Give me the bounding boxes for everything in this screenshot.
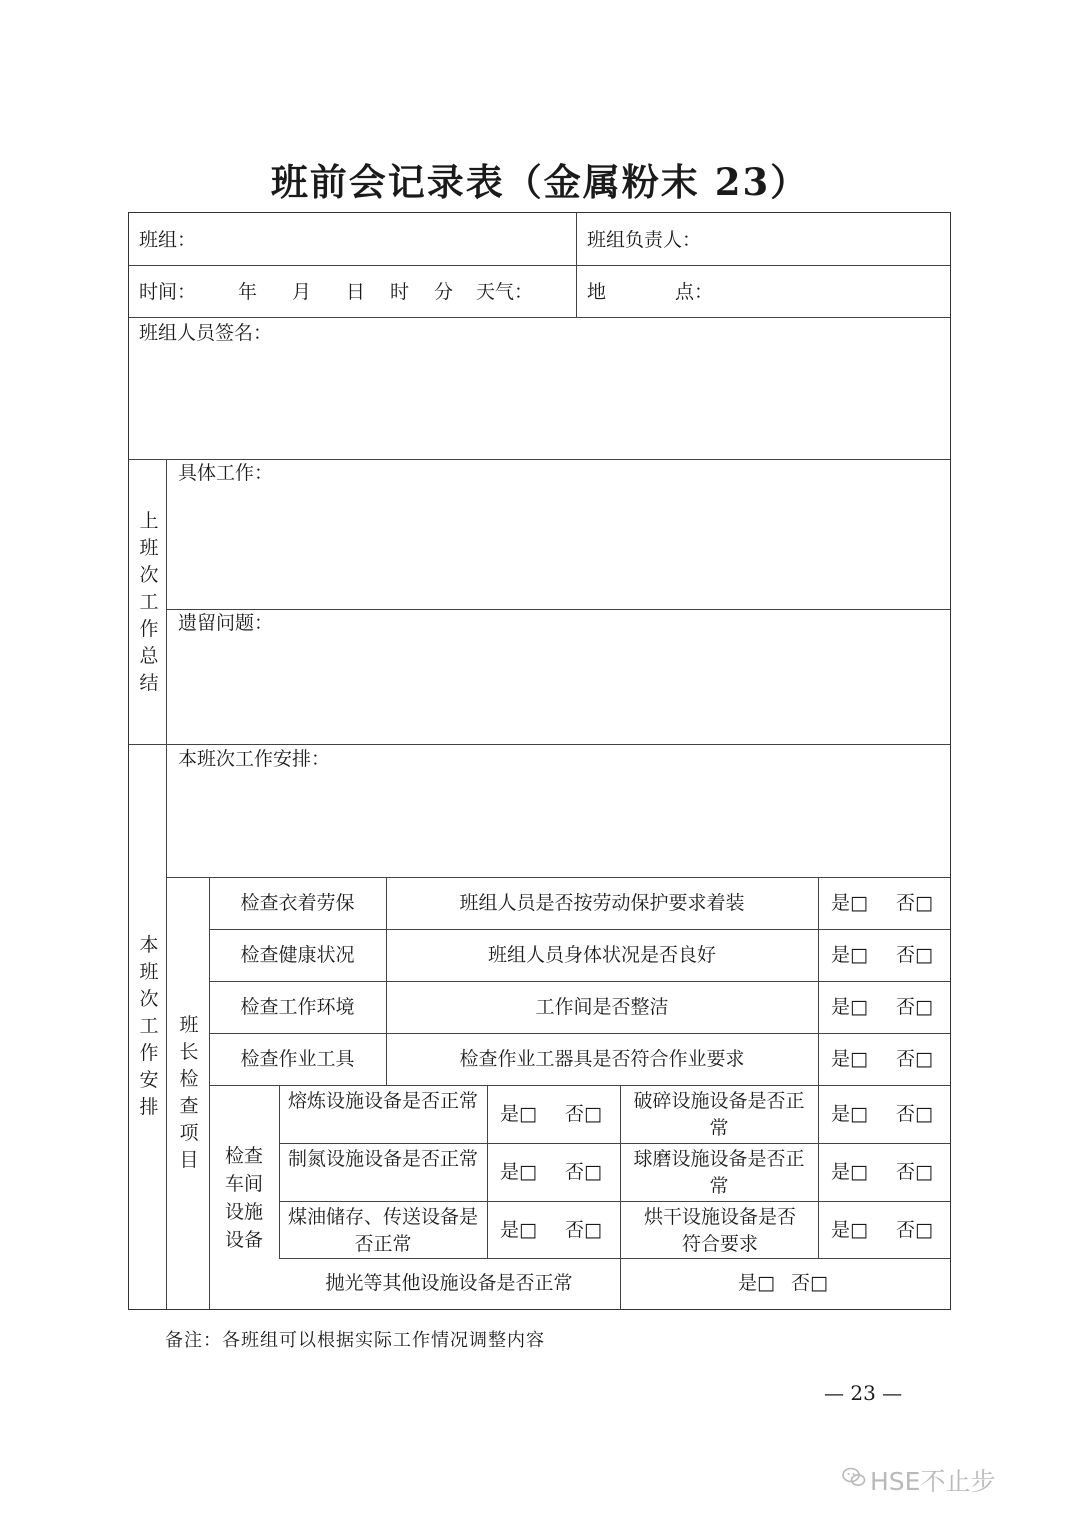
place-label: 地: [587, 281, 607, 303]
equipment-right-item: 破碎设施设备是否正常: [633, 1090, 805, 1139]
no-checkbox[interactable]: 否□: [896, 892, 933, 914]
check-desc: 检查作业工器具是否符合作业要求: [459, 1048, 745, 1070]
no-checkbox[interactable]: 否□: [896, 1103, 933, 1125]
check-section-label: 班长检查项目: [179, 1014, 199, 1171]
yes-checkbox[interactable]: 是□: [500, 1161, 537, 1183]
check-desc: 班组人员是否按劳动保护要求着装: [459, 892, 745, 914]
divider: [129, 744, 950, 745]
watermark: HSE不止步: [870, 1467, 996, 1496]
divider: [487, 1085, 488, 1258]
form-title: 班前会记录表（金属粉末 23）: [270, 160, 810, 204]
remaining-issues-label: 遗留问题：: [178, 612, 274, 634]
divider: [576, 213, 577, 317]
check-item: 检查衣着劳保: [240, 892, 355, 914]
divider: [818, 877, 819, 1258]
yes-checkbox[interactable]: 是□: [831, 1103, 868, 1125]
divider: [166, 877, 950, 878]
divider: [129, 317, 950, 318]
divider: [620, 1085, 621, 1309]
divider: [209, 981, 950, 982]
no-checkbox[interactable]: 否□: [565, 1103, 602, 1125]
other-equipment-item: 抛光等其他设施设备是否正常: [325, 1272, 573, 1294]
check-item: 检查作业工具: [240, 1048, 355, 1070]
divider: [129, 265, 950, 266]
check-item: 检查工作环境: [240, 996, 355, 1018]
current-section-label: 本班次工作安排: [139, 934, 159, 1118]
divider: [279, 1258, 950, 1259]
check-desc: 工作间是否整洁: [535, 996, 669, 1018]
yes-checkbox[interactable]: 是□: [500, 1103, 537, 1125]
yes-checkbox[interactable]: 是□: [831, 1219, 868, 1241]
yes-checkbox[interactable]: 是□: [831, 996, 868, 1018]
minute-label: 分: [434, 281, 454, 303]
no-checkbox[interactable]: 否□: [896, 1219, 933, 1241]
check-desc: 班组人员身体状况是否良好: [487, 944, 716, 966]
check-item: 检查健康状况: [240, 944, 355, 966]
equipment-right-item: 球磨设施设备是否正常: [633, 1148, 805, 1197]
divider: [129, 459, 950, 460]
yes-checkbox[interactable]: 是□: [831, 892, 868, 914]
equipment-right-item: 烘干设施设备是否符合要求: [643, 1206, 796, 1255]
no-checkbox[interactable]: 否□: [896, 944, 933, 966]
yes-checkbox[interactable]: 是□: [831, 944, 868, 966]
equipment-left-item: 熔炼设施设备是否正常: [287, 1090, 478, 1112]
no-checkbox[interactable]: 否□: [896, 1161, 933, 1183]
footnote: 备注：各班组可以根据实际工作情况调整内容: [165, 1330, 545, 1351]
divider: [279, 1085, 280, 1258]
divider: [209, 1085, 950, 1086]
divider: [166, 609, 950, 610]
time-label: 时间：: [139, 281, 197, 303]
no-checkbox[interactable]: 否□: [565, 1161, 602, 1183]
day-label: 日: [346, 281, 366, 303]
yes-checkbox[interactable]: 是□: [500, 1219, 537, 1241]
workshop-label: 检查车间设施设备: [224, 1145, 263, 1251]
no-checkbox[interactable]: 否□: [896, 996, 933, 1018]
divider: [166, 459, 167, 1309]
divider: [209, 1033, 950, 1034]
divider: [279, 1143, 950, 1144]
equipment-left-item: 制氮设施设备是否正常: [287, 1148, 478, 1170]
equipment-left-item: 煤油储存、传送设备是否正常: [287, 1206, 478, 1255]
divider: [209, 877, 210, 1309]
leader-label: 班组负责人：: [587, 229, 702, 251]
no-checkbox[interactable]: 否□: [565, 1219, 602, 1241]
hour-label: 时: [390, 281, 410, 303]
divider: [209, 929, 950, 930]
chat-bubble-icon: [842, 1465, 866, 1489]
team-label: 班组：: [139, 229, 197, 251]
place-label-colon: 点：: [675, 281, 714, 303]
no-checkbox[interactable]: 否□: [791, 1272, 828, 1294]
page-number: — 23 —: [824, 1381, 903, 1405]
month-label: 月: [292, 281, 312, 303]
specific-work-label: 具体工作：: [178, 462, 274, 484]
plan-label: 本班次工作安排：: [178, 748, 331, 770]
weather-label: 天气：: [476, 281, 534, 303]
prev-summary-section-label: 上班次工作总结: [139, 510, 159, 694]
yes-checkbox[interactable]: 是□: [831, 1161, 868, 1183]
no-checkbox[interactable]: 否□: [896, 1048, 933, 1070]
divider: [279, 1201, 950, 1202]
yes-checkbox[interactable]: 是□: [738, 1272, 775, 1294]
signature-label: 班组人员签名：: [139, 322, 273, 344]
year-label: 年: [238, 281, 258, 303]
yes-checkbox[interactable]: 是□: [831, 1048, 868, 1070]
